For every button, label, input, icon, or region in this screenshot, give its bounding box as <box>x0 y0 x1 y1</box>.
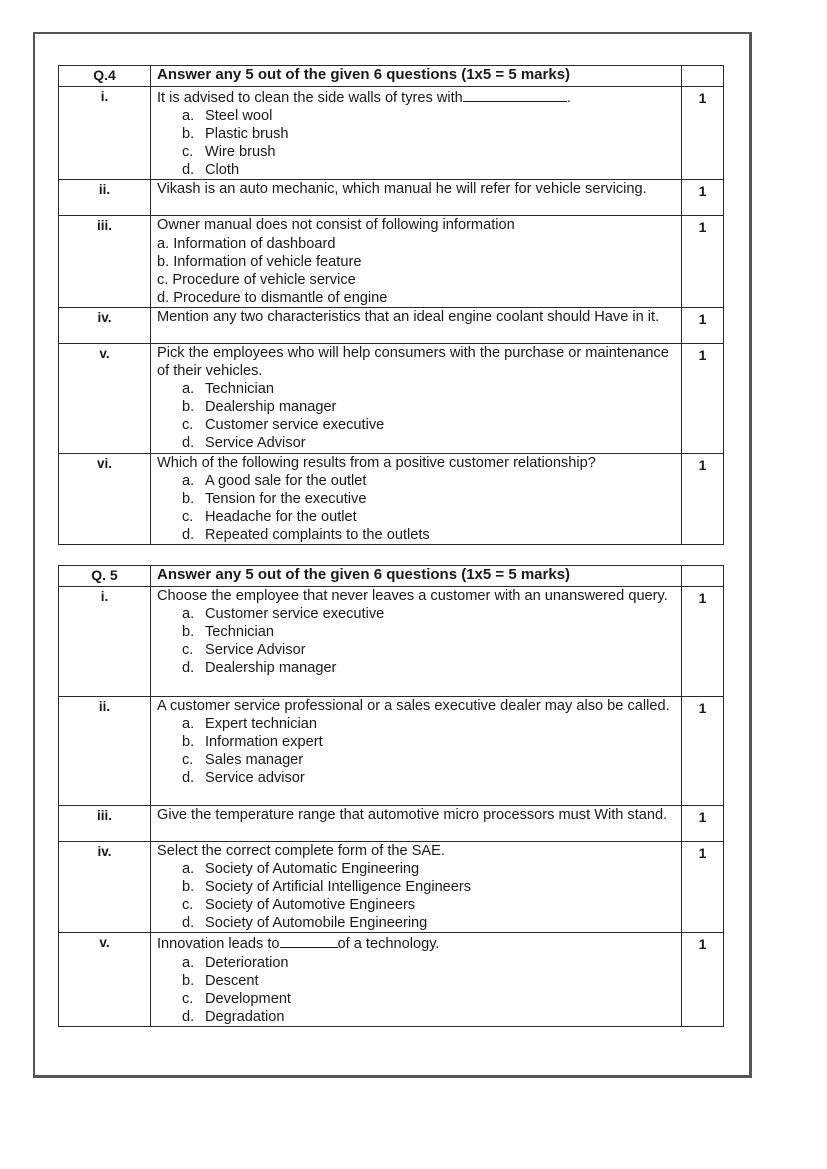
option-text: Customer service executive <box>205 417 385 434</box>
question-text: A customer service professional or a sales executive dealer may also be called. <box>157 698 670 714</box>
option-letter: d. <box>182 435 195 452</box>
marks-value: 1 <box>682 587 724 697</box>
option-letter: b. <box>182 972 195 989</box>
marks-value: 1 <box>682 806 724 842</box>
fill-in-blank <box>280 933 338 948</box>
option-text: Service advisor <box>205 770 305 787</box>
option-letter: d. <box>157 289 170 306</box>
option-letter: d. <box>182 660 195 677</box>
marks-value: 1 <box>682 453 724 544</box>
question-text: Give the temperature range that automotive micro processors must With stand. <box>157 807 668 823</box>
section-marks-cell <box>682 566 724 587</box>
section-header-row <box>59 566 724 587</box>
option-item <box>182 472 677 490</box>
option-letter: c. <box>182 508 194 525</box>
question-number: ii. <box>59 180 151 216</box>
option-text: Procedure of vehicle service <box>172 271 356 288</box>
option-letter: a. <box>157 235 170 252</box>
option-item <box>157 235 677 253</box>
question-text: Select the correct complete form of the SAE. <box>157 843 445 859</box>
option-item <box>182 641 677 659</box>
option-item <box>157 289 677 307</box>
option-text: Headache for the outlet <box>205 508 357 525</box>
options-list <box>157 715 677 787</box>
question-cell <box>151 307 682 343</box>
option-letter: b. <box>182 126 195 143</box>
option-letter: a. <box>182 861 195 878</box>
question-row <box>59 806 724 842</box>
section-number: Q. 5 <box>59 566 151 587</box>
question-cell <box>151 806 682 842</box>
question-text: Mention any two characteristics that an ideal engine coolant should Have in it. <box>157 308 660 325</box>
question-text: Vikash is an auto mechanic, which manual he will refer for vehicle servicing. <box>157 181 647 198</box>
option-text: Sales manager <box>205 752 304 769</box>
option-letter: c. <box>182 417 194 434</box>
option-letter: d. <box>182 1008 195 1025</box>
marks-value: 1 <box>682 933 724 1026</box>
question-row <box>59 453 724 544</box>
question-text: Owner manual does not consist of following information <box>157 217 515 234</box>
option-text: Development <box>205 990 291 1007</box>
options-list <box>157 954 677 1026</box>
options-list <box>157 605 677 677</box>
option-item <box>182 398 677 416</box>
option-text: Technician <box>205 624 274 641</box>
option-item <box>157 253 677 271</box>
options-list <box>157 380 677 452</box>
question-number: ii. <box>59 697 151 806</box>
option-text: Expert technician <box>205 716 317 733</box>
option-item <box>182 1008 677 1026</box>
section-instruction: Answer any 5 out of the given 6 questions (1x5 = 5 marks) <box>151 566 682 587</box>
options-list <box>157 107 677 179</box>
option-item <box>182 605 677 623</box>
option-text: Society of Automotive Engineers <box>205 897 416 914</box>
option-letter: b. <box>157 253 170 270</box>
option-letter: a. <box>182 716 195 733</box>
section-number: Q.4 <box>59 66 151 87</box>
option-letter: d. <box>182 162 195 179</box>
question-row <box>59 343 724 453</box>
option-letter: c. <box>182 990 194 1007</box>
option-item <box>182 990 677 1008</box>
option-text: Information of vehicle feature <box>173 253 362 270</box>
option-letter: c. <box>182 752 194 769</box>
option-letter: b. <box>182 624 195 641</box>
option-letter: c. <box>157 271 169 288</box>
question-number: i. <box>59 87 151 180</box>
option-item <box>182 860 677 878</box>
question-cell <box>151 842 682 933</box>
option-item <box>182 380 677 398</box>
option-item <box>182 490 677 508</box>
option-letter: c. <box>182 144 194 161</box>
option-text: Deterioration <box>205 954 289 971</box>
marks-value: 1 <box>682 180 724 216</box>
question-text: Innovation leads to of a technology. <box>157 933 677 953</box>
question-cell <box>151 587 682 697</box>
option-item <box>182 751 677 769</box>
question-row <box>59 87 724 180</box>
option-letter: d. <box>182 915 195 932</box>
option-letter: a. <box>182 472 195 489</box>
option-text: Wire brush <box>205 144 276 161</box>
option-letter: d. <box>182 770 195 787</box>
question-number: iii. <box>59 806 151 842</box>
question-cell <box>151 933 682 1026</box>
question-cell <box>151 697 682 806</box>
option-letter: d. <box>182 526 195 543</box>
marks-value: 1 <box>682 697 724 806</box>
marks-value: 1 <box>682 842 724 933</box>
option-text: Society of Automobile Engineering <box>205 915 428 932</box>
option-text: Degradation <box>205 1008 285 1025</box>
option-letter: b. <box>182 490 195 507</box>
section-marks-cell <box>682 66 724 87</box>
option-text: Descent <box>205 972 259 989</box>
option-item <box>182 526 677 544</box>
question-row <box>59 842 724 933</box>
option-item <box>182 659 677 677</box>
option-text: Technician <box>205 381 274 398</box>
option-item <box>182 623 677 641</box>
option-text: Tension for the executive <box>205 490 367 507</box>
question-text: It is advised to clean the side walls of tyres with . <box>157 87 677 107</box>
option-item <box>182 896 677 914</box>
option-text: Service Advisor <box>205 435 306 452</box>
question-text: Pick the employees who will help consumers with the purchase or maintenance of their vehicles. <box>157 344 669 380</box>
question-cell <box>151 216 682 307</box>
question-row <box>59 216 724 307</box>
question-number: i. <box>59 587 151 697</box>
marks-value: 1 <box>682 343 724 453</box>
option-item <box>182 161 677 179</box>
option-item <box>182 914 677 932</box>
option-text: Service Advisor <box>205 642 306 659</box>
fill-in-blank <box>463 87 567 102</box>
marks-value: 1 <box>682 216 724 307</box>
option-letter: a. <box>182 606 195 623</box>
option-item <box>182 769 677 787</box>
section-instruction: Answer any 5 out of the given 6 questions (1x5 = 5 marks) <box>151 66 682 87</box>
options-list <box>157 860 677 932</box>
option-item <box>182 508 677 526</box>
option-letter: b. <box>182 879 195 896</box>
option-text: Cloth <box>205 162 240 179</box>
option-letter: c. <box>182 642 194 659</box>
question-row <box>59 307 724 343</box>
option-item <box>182 972 677 990</box>
option-item <box>182 143 677 161</box>
option-text: Repeated complaints to the outlets <box>205 526 430 543</box>
option-letter: b. <box>182 734 195 751</box>
options-list <box>157 472 677 544</box>
question-text: Choose the employee that never leaves a customer with an unanswered query. <box>157 588 668 604</box>
question-number: v. <box>59 343 151 453</box>
option-item <box>182 715 677 733</box>
option-item <box>182 733 677 751</box>
question-row <box>59 180 724 216</box>
option-text: Society of Automatic Engineering <box>205 861 420 878</box>
option-letter: a. <box>182 108 195 125</box>
option-text: Information of dashboard <box>173 235 336 252</box>
option-letter: c. <box>182 897 194 914</box>
question-number: iii. <box>59 216 151 307</box>
option-item <box>182 434 677 452</box>
options-list <box>157 235 677 307</box>
question-cell <box>151 343 682 453</box>
option-letter: b. <box>182 399 195 416</box>
question-row <box>59 587 724 697</box>
marks-value: 1 <box>682 307 724 343</box>
question-number: vi. <box>59 453 151 544</box>
option-text: Society of Artificial Intelligence Engineers <box>205 879 472 896</box>
question-cell <box>151 87 682 180</box>
question-table-q4 <box>58 65 724 545</box>
option-text: Dealership manager <box>205 660 337 677</box>
option-item <box>182 107 677 125</box>
question-number: iv. <box>59 307 151 343</box>
question-number: iv. <box>59 842 151 933</box>
option-text: A good sale for the outlet <box>205 472 367 489</box>
option-item <box>182 125 677 143</box>
marks-value: 1 <box>682 87 724 180</box>
question-row <box>59 697 724 806</box>
question-number: v. <box>59 933 151 1026</box>
option-item <box>157 271 677 289</box>
question-cell <box>151 453 682 544</box>
question-row <box>59 933 724 1026</box>
option-text: Procedure to dismantle of engine <box>173 289 388 306</box>
option-text: Dealership manager <box>205 399 337 416</box>
option-text: Steel wool <box>205 108 273 125</box>
option-item <box>182 878 677 896</box>
question-text: Which of the following results from a positive customer relationship? <box>157 454 596 471</box>
section-header-row <box>59 66 724 87</box>
option-text: Customer service executive <box>205 606 385 623</box>
option-letter: a. <box>182 954 195 971</box>
option-item <box>182 954 677 972</box>
option-text: Information expert <box>205 734 323 751</box>
option-text: Plastic brush <box>205 126 289 143</box>
option-item <box>182 416 677 434</box>
question-table-q5 <box>58 565 724 1027</box>
option-letter: a. <box>182 381 195 398</box>
question-cell <box>151 180 682 216</box>
